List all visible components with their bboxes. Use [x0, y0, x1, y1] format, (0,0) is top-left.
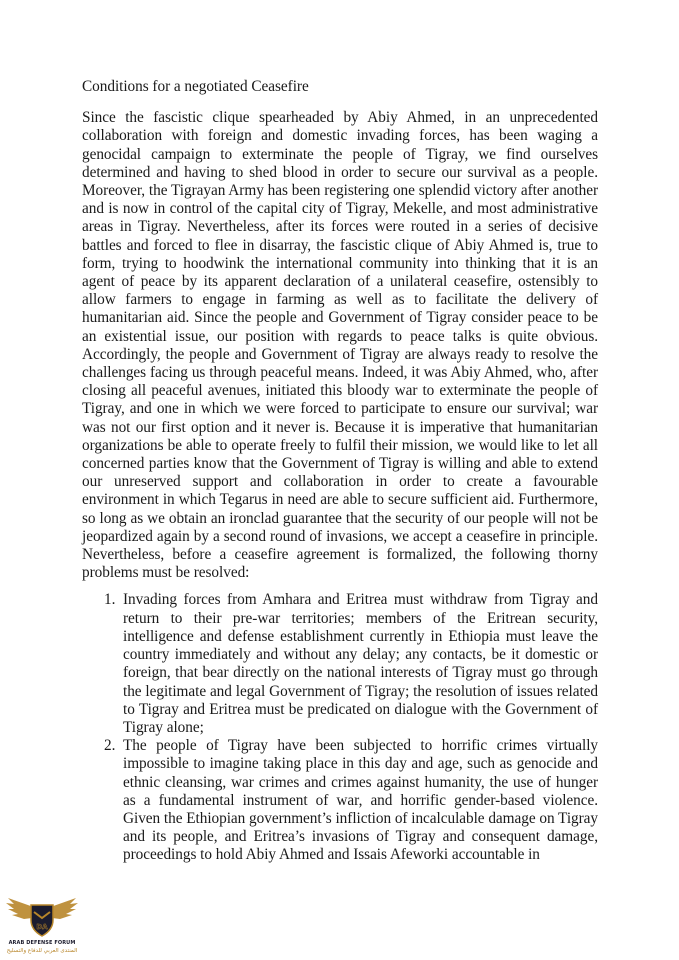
arab-defense-forum-watermark: [2, 896, 82, 958]
condition-number: 2.: [104, 737, 116, 755]
watermark-arabic-name: المنتدى العربي للدفاع والتسليح: [6, 948, 78, 954]
watermark-name: ARAB DEFENSE FORUM: [8, 940, 76, 946]
conditions-list: [82, 591, 598, 864]
condition-text: The people of Tigray have been subjected to horrific crimes virtually impossible to imagine taking place in this day and age, such as genocide and ethnic cleansing, war crimes and crimes against humanity, the use of hunger as a fundamental instrument of war, and horrific gender-based violence. Given the Ethiopian government’s infliction of incalculable damage on Tigray and its people, and Eritrea’s invasions of Tigray and consequent damage, proceedings to hold Abiy Ahmed and Issais Afeworki accountable in: [123, 737, 598, 864]
body-paragraph: Since the fascistic clique spearheaded by Abiy Ahmed, in an unprecedented collaboration with foreign and domestic invading forces, has been waging a genocidal campaign to exterminate the people of Tigray, we find ourselves determined and having to shed blood in order to secure our survival as a people. Moreover, the Tigrayan Army has been registering one splendid victory after another and is now in control of the capital city of Tigray, Mekelle, and most administrative areas in Tigray. Nevertheless, after its forces were routed in a series of decisive battles and forced to flee in disarray, the fascistic clique of Abiy Ahmed is, true to form, trying to hoodwink the international community into thinking that it is an agent of peace by its apparent declaration of a unilateral ceasefire, ostensibly to allow farmers to engage in farming as well as to facilitate the delivery of humanitarian aid. Since the people and Government of Tigray consider peace to be an existential issue, our position with regards to peace talks is quite obvious. Accordingly, the people and Government of Tigray are always ready to resolve the challenges facing us through peaceful means. Indeed, it was Abiy Ahmed, who, after closing all peaceful avenues, initiated this bloody war to exterminate the people of Tigray, and one in which we were forced to participate to ensure our survival; war was not our first option and it never is. Because it is imperative that humanitarian organizations be able to operate freely to fulfil their mission, we would like to let all concerned parties know that the Government of Tigray is willing and able to extend our unreserved support and collaboration in order to create a favourable environment in which Tegarus in need are able to secure sufficient aid. Furthermore, so long as we obtain an ironclad guarantee that the security of our people will not be jeopardized again by a second round of invasions, we accept a ceasefire in principle. Nevertheless, before a ceasefire agreement is formalized, the following thorny problems must be resolved:: [82, 109, 598, 582]
document-page: [82, 78, 598, 865]
document-title: Conditions for a negotiated Ceasefire: [82, 78, 309, 95]
condition-item-1: [82, 591, 598, 737]
winged-shield-logo-icon: [2, 896, 82, 940]
condition-number: 1.: [104, 591, 116, 609]
logo-letters: DA: [36, 923, 48, 931]
condition-item-2: [82, 737, 598, 864]
condition-text: Invading forces from Amhara and Eritrea must withdraw from Tigray and return to their pre-war territories; members of the Eritrean security, intelligence and defense establishment currently in Ethiopia must leave the country immediately and without any delay; any contacts, be it domestic or foreign, that bear directly on the national interests of Tigray must go through the legitimate and legal Government of Tigray; the resolution of issues related to Tigray and Eritrea must be predicated on dialogue with the Government of Tigray alone;: [123, 591, 598, 736]
